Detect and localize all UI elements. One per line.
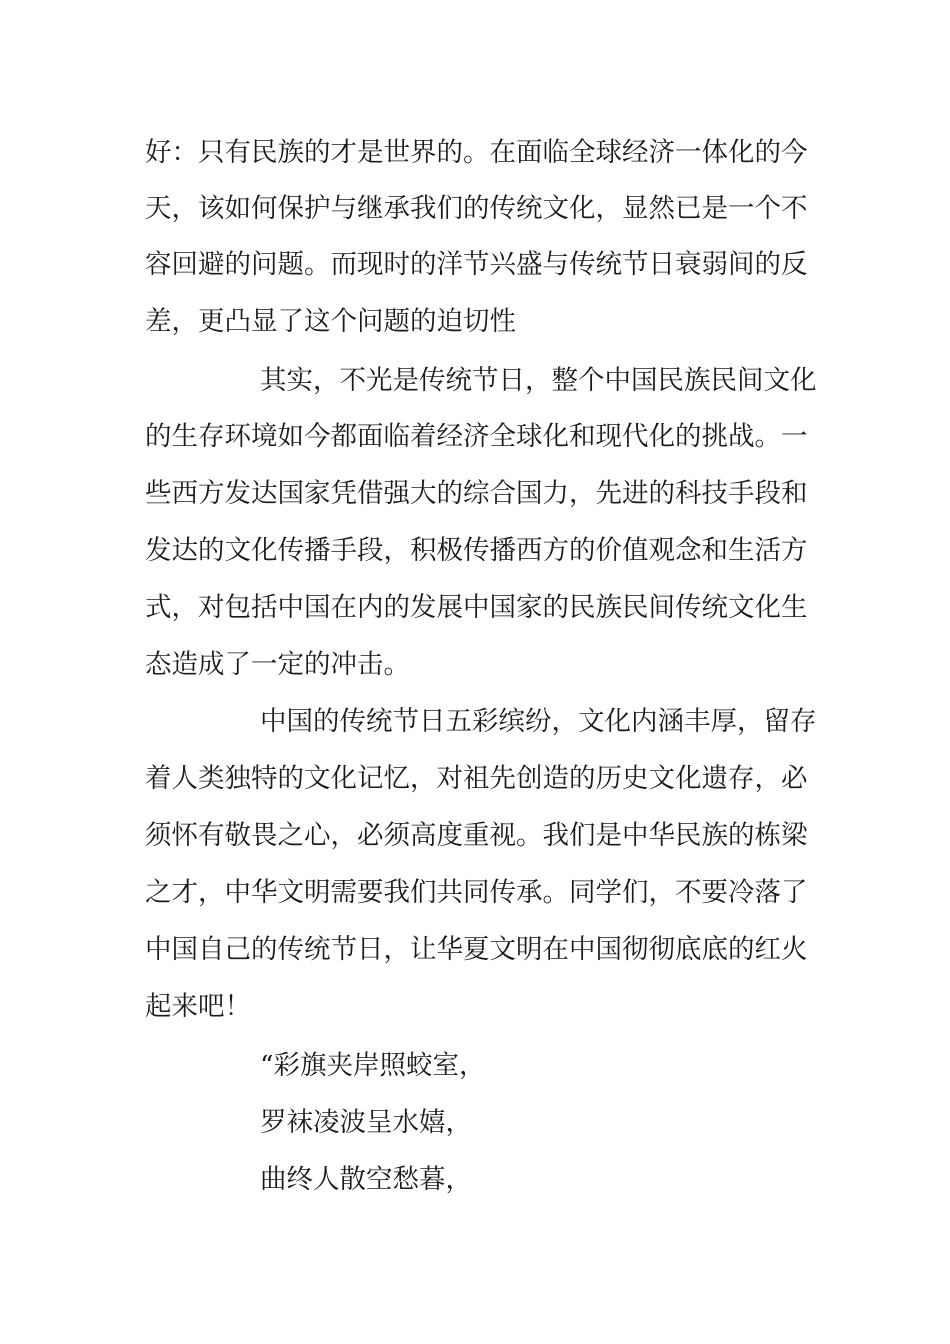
paragraph-2-line-2: 的生存环境如今都面临着经济全球化和现代化的挑战。一 [145, 421, 808, 452]
poem-line-1: “彩旗夹岸照蛟室， [260, 1050, 486, 1081]
paragraph-3-line-3: 须怀有敬畏之心，必须高度重视。我们是中华民族的栋梁 [145, 820, 808, 851]
paragraph-2-line-4: 发达的文化传播手段，积极传播西方的价值观念和生活方 [145, 535, 808, 566]
paragraph-3-line-6: 起来吧！ [145, 991, 251, 1022]
paragraph-3-line-4: 之才，中华文明需要我们共同传承。同学们，不要冷落了 [145, 877, 808, 908]
paragraph-3-line-5: 中国自己的传统节日，让华夏文明在中国彻彻底底的红火 [145, 934, 808, 965]
poem-line-2: 罗袜凌波呈水嬉， [260, 1107, 472, 1138]
paragraph-1-line-2: 天，该如何保护与继承我们的传统文化，显然已是一个不 [145, 193, 808, 224]
paragraph-3-line-2: 着人类独特的文化记忆，对祖先创造的历史文化遗存，必 [145, 763, 808, 794]
paragraph-2-line-6: 态造成了一定的冲击。 [145, 649, 410, 680]
paragraph-1-line-3: 容回避的问题。而现时的洋节兴盛与传统节日衰弱间的反 [145, 249, 808, 280]
paragraph-2-line-1: 其实，不光是传统节日，整个中国民族民间文化 [260, 365, 817, 396]
paragraph-1-line-1: 好：只有民族的才是世界的。在面临全球经济一体化的今 [145, 137, 808, 168]
paragraph-1-line-4: 差，更凸显了这个问题的迫切性 [145, 306, 516, 337]
paragraph-3-line-1: 中国的传统节日五彩缤纷，文化内涵丰厚，留存 [260, 706, 817, 737]
paragraph-2-line-5: 式，对包括中国在内的发展中国家的民族民间传统文化生 [145, 592, 808, 623]
poem-line-3: 曲终人散空愁暮， [260, 1164, 472, 1195]
paragraph-2-line-3: 些西方发达国家凭借强大的综合国力，先进的科技手段和 [145, 478, 808, 509]
